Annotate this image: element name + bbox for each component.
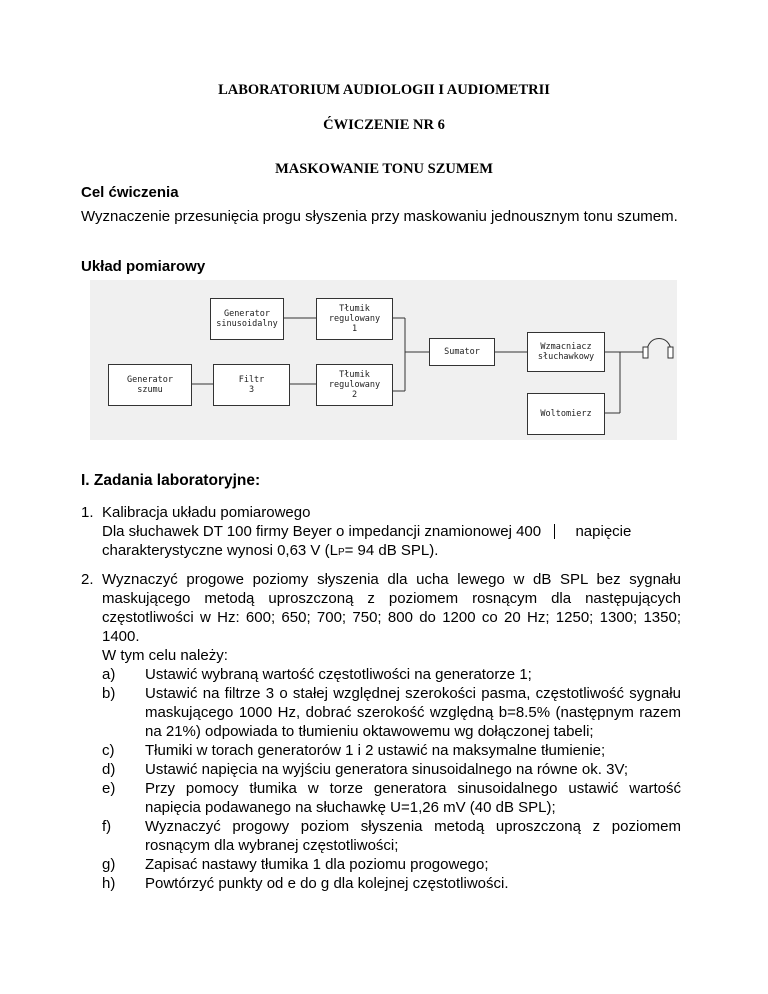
block-attenuator-2: Tłumik regulowany 2 [316, 364, 393, 406]
step-text: Ustawić wybraną wartość częstotliwości na generatorze 1; [145, 666, 532, 683]
step-label: b) [102, 685, 116, 702]
step-label: d) [102, 761, 116, 778]
task-item-1 [81, 503, 681, 562]
step-label: a) [102, 666, 116, 683]
block-headphone-amplifier: Wzmacniacz słuchawkowy [527, 332, 605, 372]
step-text: Wyznaczyć progowy poziom słyszenia metodą uproszczoną z poziomem rosnącym dla wybranej częstotliwości; [145, 818, 681, 854]
step-label: h) [102, 875, 116, 892]
task-1-text-c2: = 94 dB SPL). [344, 542, 439, 559]
task-2-number: 2. [81, 571, 94, 588]
exercise-number: ĆWICZENIE NR 6 [323, 117, 445, 133]
step-text: Przy pomocy tłumika w torze generatora sinusoidalnego ustawić wartość napięcia podawanego na słuchawkę U=1,26 mV (40 dB SPL); [145, 780, 681, 816]
step-text: Tłumiki w torach generatorów 1 i 2 ustawić na maksymalne tłumienie; [145, 742, 606, 759]
block-sine-generator: Generator sinusoidalny [210, 298, 284, 340]
headphones-icon [643, 339, 673, 359]
task-1-text-a: Dla słuchawek DT 100 firmy Beyer o impedancji znamionowej 400 [102, 523, 542, 540]
ohm-symbol [554, 524, 561, 539]
goal-text: Wyznaczenie przesunięcia progu słyszenia przy maskowaniu jednousznym tonu szumem. [81, 208, 678, 225]
task-2-text: Wyznaczyć progowe poziomy słyszenia dla ucha lewego w dB SPL bez sygnału maskującego metodą uproszczoną z poziomem rosnącym dla następujących częstotliwości w Hz: 600; 650; 700; 750; 800 do 1200 co 20 Hz; 1250; 1300; 1350; 1400. [102, 571, 681, 645]
block-voltmeter: Woltomierz [527, 393, 605, 435]
step-e [81, 779, 681, 817]
task-1-number: 1. [81, 504, 94, 521]
task-1-subscript: P [337, 547, 345, 558]
step-label: f) [102, 818, 112, 835]
measurement-diagram [90, 280, 677, 440]
block-attenuator-1: Tłumik regulowany 1 [316, 298, 393, 340]
step-f [81, 817, 681, 855]
step-text: Zapisać nastawy tłumika 1 dla poziomu progowego; [145, 856, 489, 873]
step-text: Powtórzyć punkty od e do g dla kolejnej częstotliwości. [145, 875, 509, 892]
task-1-text-b: napięcie [575, 523, 632, 540]
exercise-topic: MASKOWANIE TONU SZUMEM [275, 161, 493, 177]
tasks-heading: I. Zadania laboratoryjne: [81, 472, 261, 489]
task-1-title: Kalibracja układu pomiarowego [102, 504, 311, 521]
step-a [81, 665, 681, 684]
step-text: Ustawić na filtrze 3 o stałej względnej szerokości pasma, częstotliwość sygnału maskującego 1000 Hz, dobrać szerokość względną b=8.5% (następnym razem na 21%) odpowiada to tłumieniu oktawowemu wg dołączonej tabeli; [145, 685, 681, 740]
step-label: g) [102, 856, 116, 873]
block-filter-3: Filtr 3 [213, 364, 290, 406]
task-item-2 [81, 570, 681, 893]
step-label: c) [102, 742, 115, 759]
block-noise-generator: Generator szumu [108, 364, 192, 406]
step-c [81, 741, 681, 760]
block-summer: Sumator [429, 338, 495, 366]
step-d [81, 760, 681, 779]
task-1-text-c1: charakterystyczne wynosi 0,63 V (L [102, 542, 338, 559]
goal-heading: Cel ćwiczenia [81, 184, 179, 201]
step-label: e) [102, 780, 116, 797]
lab-title: LABORATORIUM AUDIOLOGII I AUDIOMETRII [218, 82, 550, 98]
step-h [81, 874, 681, 893]
step-text: Ustawić napięcia na wyjściu generatora sinusoidalnego na równe ok. 3V; [145, 761, 629, 778]
step-b [81, 684, 681, 741]
step-g [81, 855, 681, 874]
setup-heading: Układ pomiarowy [81, 258, 206, 275]
task-2-intro: W tym celu należy: [102, 647, 228, 664]
